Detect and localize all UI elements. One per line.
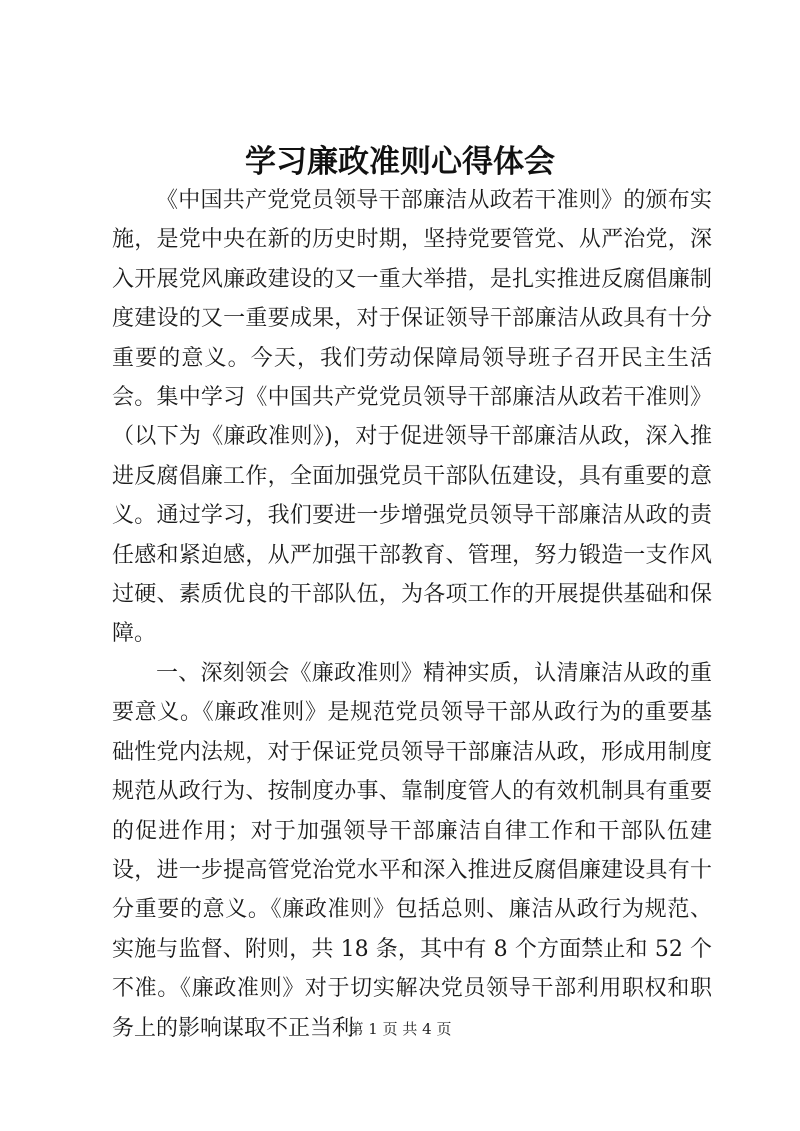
paragraph-intro: 《中国共产党党员领导干部廉洁从政若干准则》的颁布实施，是党中央在新的历史时期，坚持党要管党、从严治党，深入开展党风廉政建设的又一重大举措，是扎实推进反腐倡廉制度建设的又一重要成果，对于保证领导干部廉洁从政具有十分重要的意义。今天，我们劳动保障局领导班子召开民主生活会。集中学习《中国共产党党员领导干部廉洁从政若干准则》（以下为《廉政准则》)，对于促进领导干部廉洁从政，深入推进反腐倡廉工作，全面加强党员干部队伍建设，具有重要的意义。通过学习，我们要进一步增强党员领导干部廉洁从政的责任感和紧迫感，从严加强干部教育、管理，努力锻造一支作风过硬、素质优良的干部队伍，为各项工作的开展提供基础和保障。 [112,188,712,647]
document-title: 学习廉政准则心得体会 [245,144,555,180]
paragraph-section-one: 一、深刻领会《廉政准则》精神实质，认清廉洁从政的重要意义。《廉政准则》是规范党员领导干部从政行为的重要基础性党内法规，对于保证党员领导干部廉洁从政，形成用制度规范从政行为、按制度办事、靠制度管人的有效机制具有重要的促进作用；对于加强领导干部廉洁自律工作和干部队伍建设，进一步提高管党治党水平和深入推进反腐倡廉建设具有十分重要的意义。《廉政准则》包括总则、廉洁从政行为规范、实施与监督、附则，共 18 条，其中有 8 个方面禁止和 52 个不准。《廉政准则》对于切实解决党员领导干部利用职权和职务上的影响谋取不正当利 [112,660,712,1041]
document-body [112,181,712,1048]
page-footer: 第 1 页 共 4 页 [348,1020,452,1038]
